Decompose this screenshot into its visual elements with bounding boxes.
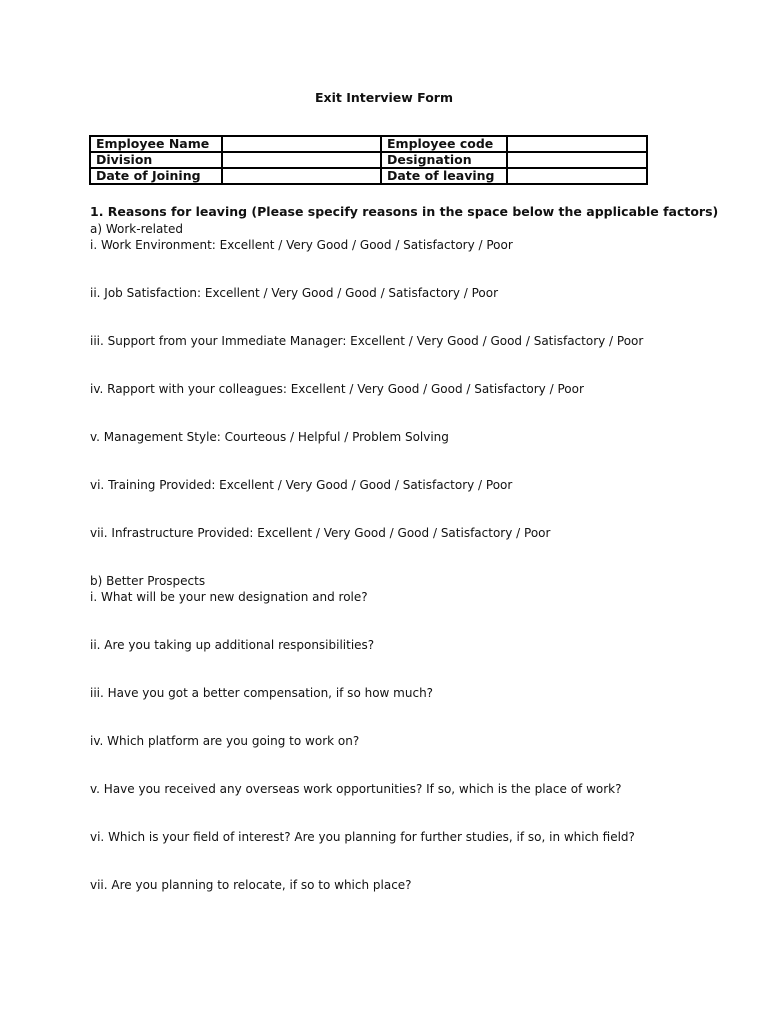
employee-name-field[interactable] xyxy=(222,136,381,152)
manager-support-question: iii. Support from your Immediate Manager: Excellent / Very Good / Good / Satisfactory / Poor xyxy=(90,334,644,348)
date-of-joining-field[interactable] xyxy=(222,168,381,184)
new-designation-question: i. What will be your new designation and role? xyxy=(90,590,368,604)
colleague-rapport-question: iv. Rapport with your colleagues: Excellent / Very Good / Good / Satisfactory / Poor xyxy=(90,382,584,396)
date-of-joining-label: Date of Joining xyxy=(90,168,222,184)
section-heading: 1. Reasons for leaving (Please specify reasons in the space below the applicable factors) xyxy=(90,204,719,219)
infrastructure-provided-question: vii. Infrastructure Provided: Excellent / Very Good / Good / Satisfactory / Poor xyxy=(90,526,551,540)
work-environment-question: i. Work Environment: Excellent / Very Good / Good / Satisfactory / Poor xyxy=(90,238,513,252)
form-title: Exit Interview Form xyxy=(314,90,453,105)
table-row xyxy=(90,168,647,184)
additional-responsibilities-question: ii. Are you taking up additional responsibilities? xyxy=(90,638,375,652)
compensation-question: iii. Have you got a better compensation, if so how much? xyxy=(90,686,434,700)
form-content xyxy=(90,203,719,925)
management-style-question: v. Management Style: Courteous / Helpful / Problem Solving xyxy=(90,430,449,444)
date-of-leaving-field[interactable] xyxy=(507,168,647,184)
overseas-opportunities-question: v. Have you received any overseas work opportunities? If so, which is the place of work? xyxy=(90,782,622,796)
better-prospects-label: b) Better Prospects xyxy=(90,574,206,588)
table-row xyxy=(90,152,647,168)
relocation-question: vii. Are you planning to relocate, if so to which place? xyxy=(90,878,412,892)
date-of-leaving-label: Date of leaving xyxy=(381,168,507,184)
job-satisfaction-question: ii. Job Satisfaction: Excellent / Very Good / Good / Satisfactory / Poor xyxy=(90,286,499,300)
platform-question: iv. Which platform are you going to work on? xyxy=(90,734,360,748)
training-provided-question: vi. Training Provided: Excellent / Very Good / Good / Satisfactory / Poor xyxy=(90,478,513,492)
designation-field[interactable] xyxy=(507,152,647,168)
work-related-label: a) Work-related xyxy=(90,222,184,236)
employee-code-field[interactable] xyxy=(507,136,647,152)
division-field[interactable] xyxy=(222,152,381,168)
division-label: Division xyxy=(90,152,222,168)
table-row xyxy=(90,136,647,152)
employee-code-label: Employee code xyxy=(381,136,507,152)
employee-info-table xyxy=(89,135,648,185)
designation-label: Designation xyxy=(381,152,507,168)
employee-name-label: Employee Name xyxy=(90,136,222,152)
field-of-interest-question: vi. Which is your field of interest? Are you planning for further studies, if so, in which field? xyxy=(90,830,635,844)
